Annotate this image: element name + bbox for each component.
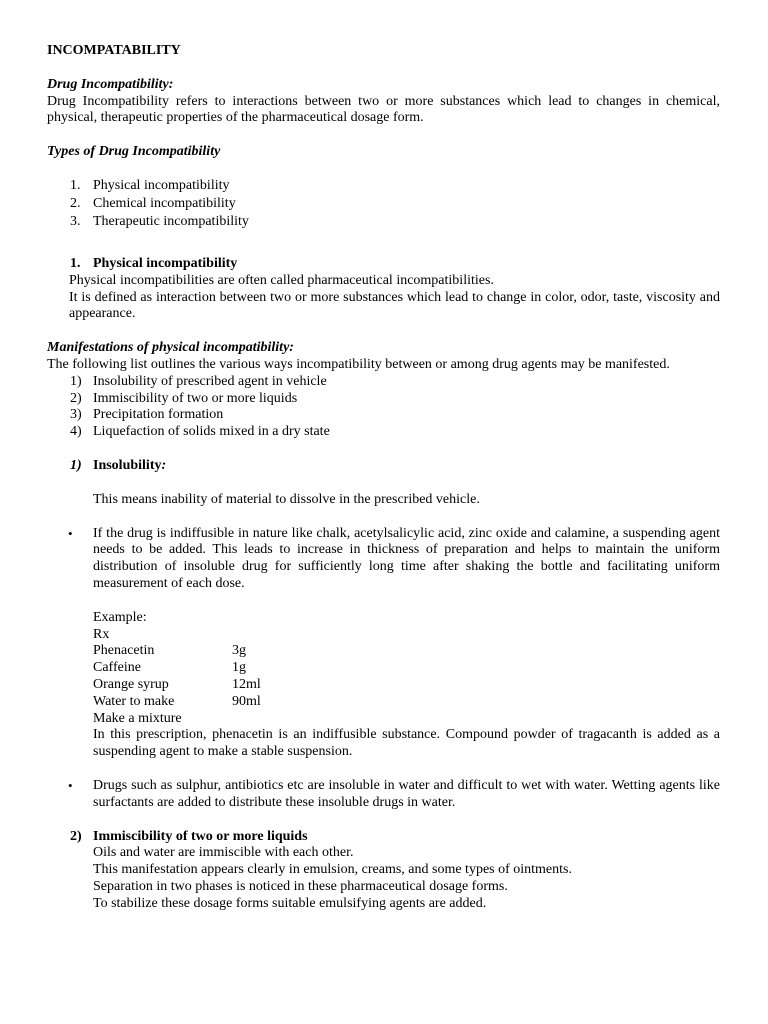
bullet-icon: •: [68, 525, 73, 541]
list-label: Precipitation formation: [93, 407, 224, 423]
bullet-item: [47, 526, 720, 593]
list-item: [47, 374, 720, 391]
drug-incompatibility-heading: Drug Incompatibility:: [47, 76, 174, 92]
drug-incompatibility-text: Drug Incompatibility refers to interactions between two or more substances which lead to changes in chemical, physical, therapeutic properties of the pharmaceutical dosage form.: [47, 93, 720, 126]
list-label: Insolubility of prescribed agent in vehicle: [93, 373, 327, 389]
manifestations-heading: Manifestations of physical incompatibility:: [47, 340, 294, 356]
page-title: INCOMPATABILITY: [47, 43, 181, 58]
ingredient-name: Caffeine: [93, 660, 141, 676]
insolubility-description: This means inability of material to dissolve in the prescribed vehicle.: [93, 491, 480, 507]
bullet-text: Drugs such as sulphur, antibiotics etc are insoluble in water and difficult to wet with water. Wetting agents like surfactants are added to distribute these insoluble drugs in water.: [93, 777, 720, 810]
list-number: 3): [70, 407, 82, 423]
list-item: [47, 407, 720, 424]
list-number: 1.: [70, 177, 81, 193]
manifestations-list: [47, 374, 720, 441]
ingredient-name: Phenacetin: [93, 643, 155, 659]
list-label: Liquefaction of solids mixed in a dry state: [93, 424, 330, 440]
bullet-item: [47, 778, 720, 812]
make-mixture: Make a mixture: [93, 710, 182, 726]
rx-label: Rx: [93, 626, 110, 642]
list-item: [47, 196, 720, 214]
document-page: [47, 43, 720, 912]
list-item: [47, 214, 720, 232]
physical-line-2: It is defined as interaction between two or more substances which lead to change in color, odor, taste, viscosity and appearance.: [69, 289, 720, 322]
prescription-explanation: In this prescription, phenacetin is an indiffusible substance. Compound powder of tragacanth is added as a suspending agent to make a stable suspension.: [93, 727, 720, 760]
list-label: Immiscibility of two or more liquids: [93, 390, 298, 406]
section-number: 1.: [70, 255, 81, 271]
list-label: Chemical incompatibility: [93, 195, 236, 211]
insolubility-heading-row: [47, 458, 720, 475]
physical-heading: Physical incompatibility: [93, 255, 238, 271]
example-label: Example:: [93, 609, 147, 625]
immiscibility-section: [47, 829, 720, 913]
list-item: [47, 178, 720, 196]
list-item: [47, 391, 720, 408]
bullet-icon: •: [68, 777, 73, 793]
ingredient-name: Water to make: [93, 693, 175, 709]
bullet-text: If the drug is indiffusible in nature like chalk, acetylsalicylic acid, zinc oxide and calamine, a suspending agent needs to be added. This leads to increase in thickness of preparation and helps to maintain the uniform distribution of insoluble drug for sufficiently long time after shaking the bottle and facilitating uniform measurement of each dose.: [93, 525, 720, 591]
list-number: 2): [70, 390, 82, 406]
types-list: [47, 178, 720, 232]
manifestations-intro: The following list outlines the various ways incompatibility between or among drug agents may be manifested.: [47, 356, 670, 372]
ingredient-quantity: 1g: [232, 660, 246, 676]
ingredient-quantity: 3g: [232, 643, 246, 659]
ingredient-quantity: 12ml: [232, 676, 261, 692]
immiscibility-heading: Immiscibility of two or more liquids: [93, 828, 308, 844]
list-item: [47, 424, 720, 441]
immiscibility-line: To stabilize these dosage forms suitable emulsifying agents are added.: [93, 895, 487, 911]
list-label: Therapeutic incompatibility: [93, 213, 249, 229]
heading-colon: :: [161, 457, 167, 473]
prescription-row: [47, 660, 720, 677]
prescription-row: [47, 694, 720, 711]
insolubility-heading: Insolubility: [93, 457, 162, 473]
immiscibility-line: Separation in two phases is noticed in these pharmaceutical dosage forms.: [93, 878, 508, 894]
physical-section: [47, 256, 720, 323]
ingredient-quantity: 90ml: [232, 693, 261, 709]
section-number: 1): [70, 457, 82, 473]
list-number: 2.: [70, 195, 81, 211]
section-number: 2): [70, 828, 82, 844]
list-label: Physical incompatibility: [93, 177, 230, 193]
list-number: 4): [70, 424, 82, 440]
prescription-row: [47, 643, 720, 660]
immiscibility-line: Oils and water are immiscible with each other.: [93, 845, 354, 861]
types-heading: Types of Drug Incompatibility: [47, 144, 221, 160]
physical-line-1: Physical incompatibilities are often called pharmaceutical incompatibilities.: [69, 272, 494, 288]
prescription-row: [47, 677, 720, 694]
prescription-table: [47, 643, 720, 710]
list-number: 3.: [70, 213, 81, 229]
ingredient-name: Orange syrup: [93, 676, 169, 692]
immiscibility-line: This manifestation appears clearly in emulsion, creams, and some types of ointments.: [93, 862, 572, 878]
list-number: 1): [70, 373, 82, 389]
